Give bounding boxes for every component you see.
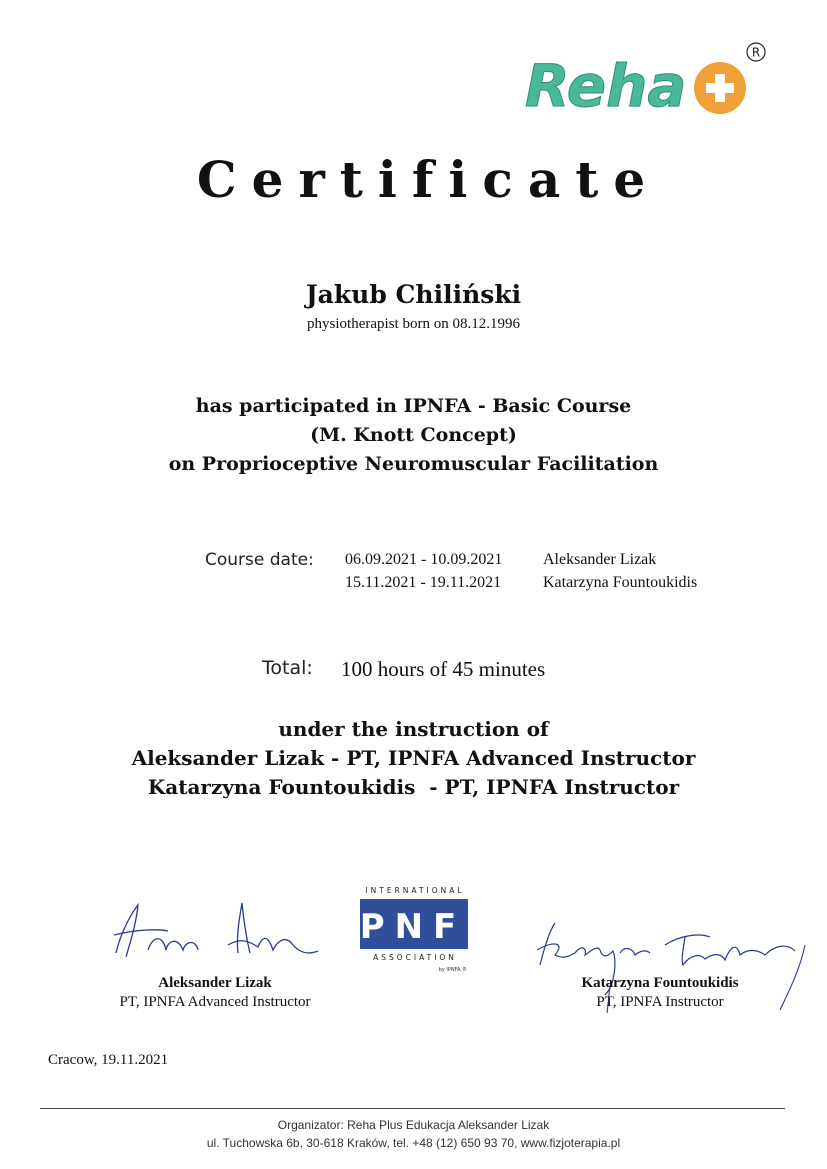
total-label: Total:	[262, 657, 313, 679]
session-dates: 15.11.2021 - 19.11.2021	[345, 574, 502, 591]
course-date-label: Course date:	[205, 550, 314, 570]
svg-text:R: R	[751, 45, 761, 60]
place-and-date: Cracow, 19.11.2021	[48, 1052, 169, 1068]
footer-address: ul. Tuchowska 6b, 30-618 Kraków, tel. +48 (12) 650 93 70, www.fizjoterapia.pl	[206, 1136, 621, 1150]
session-instructor: Aleksander Lizak	[543, 551, 657, 568]
signature-aleksander-lizak	[108, 895, 328, 970]
seal-small-text: by IPNFA ®	[438, 967, 467, 973]
course-session	[345, 574, 697, 592]
course-session	[345, 551, 656, 569]
signatory-name: Katarzyna Fountoukidis	[581, 975, 739, 991]
certificate-title: Certificate	[196, 150, 661, 209]
seal-main-text: PNF	[359, 907, 467, 947]
reha-plus-logo	[520, 40, 770, 120]
instructor-line: Katarzyna Fountoukidis - PT, IPNFA Instructor	[147, 775, 680, 799]
instructor-line: Aleksander Lizak - PT, IPNFA Advanced Instructor	[131, 746, 696, 770]
recipient-description: physiotherapist born on 08.12.1996	[307, 316, 520, 332]
session-dates: 06.09.2021 - 10.09.2021	[345, 551, 503, 568]
signatory-role: PT, IPNFA Instructor	[596, 994, 724, 1010]
instruction-heading: under the instruction of	[278, 717, 549, 741]
participation-line: has participated in IPNFA - Basic Course	[195, 395, 632, 417]
signatory-name: Aleksander Lizak	[158, 975, 272, 991]
total-value: 100 hours of 45 minutes	[341, 657, 546, 681]
logo-text: Reha	[525, 52, 687, 120]
recipient-name: Jakub Chiliński	[305, 280, 522, 309]
signatory-role: PT, IPNFA Advanced Instructor	[119, 994, 311, 1010]
pnf-association-seal	[355, 884, 475, 974]
seal-top-text: INTERNATIONAL	[365, 886, 465, 895]
footer-divider	[40, 1108, 785, 1109]
footer-organizer: Organizator: Reha Plus Edukacja Aleksander Lizak	[277, 1118, 550, 1132]
session-instructor: Katarzyna Fountoukidis	[543, 574, 698, 591]
participation-line: (M. Knott Concept)	[310, 424, 517, 446]
participation-line: on Proprioceptive Neuromuscular Facilitation	[168, 453, 659, 475]
plus-icon	[694, 62, 746, 114]
seal-bottom-text: ASSOCIATION	[373, 953, 457, 962]
